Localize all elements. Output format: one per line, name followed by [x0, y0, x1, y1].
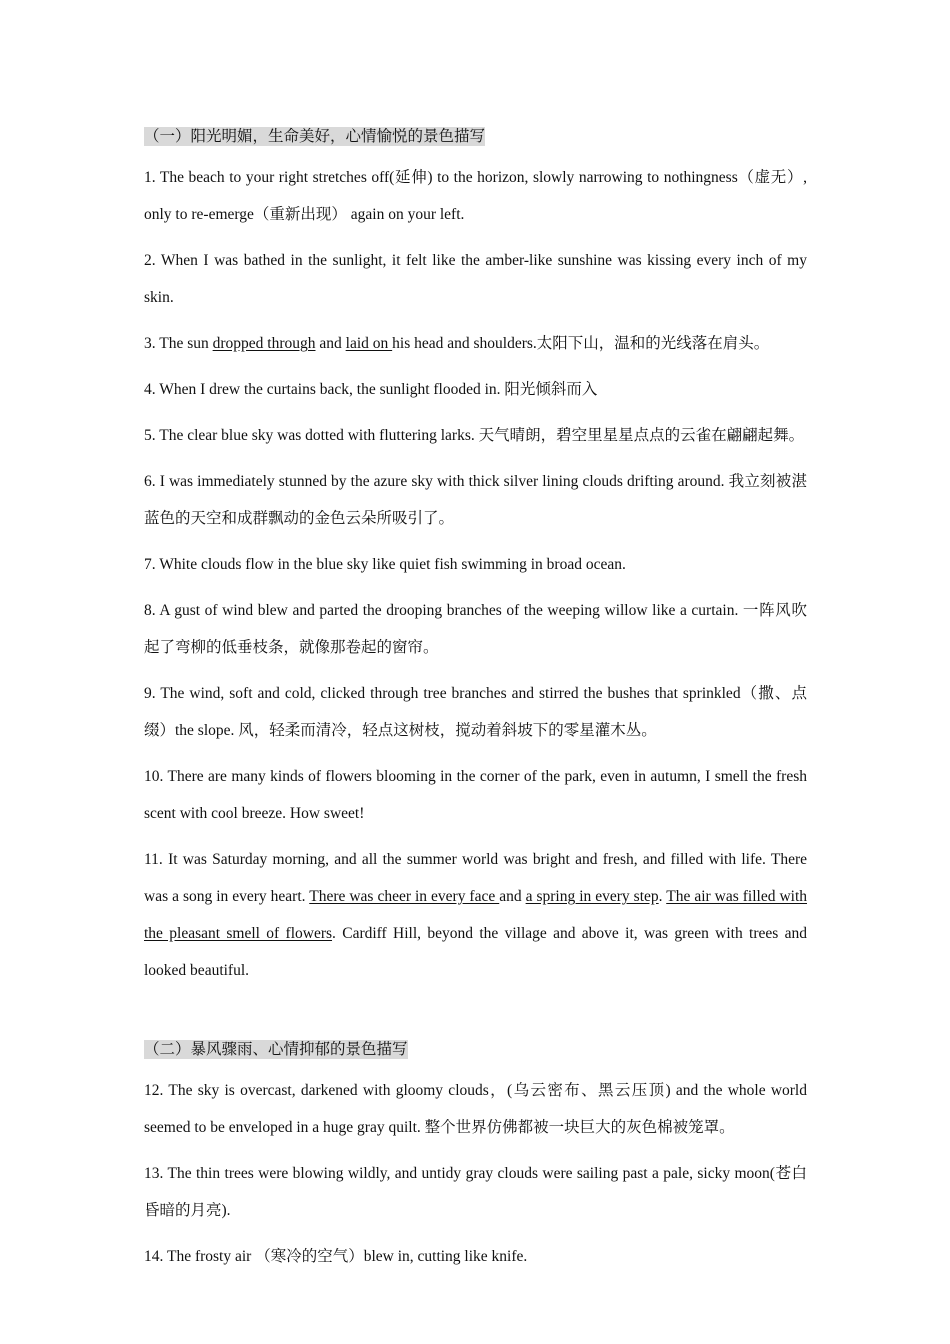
- paragraph-6: 6. I was immediately stunned by the azure sky with thick silver lining clouds drifting around. 我立刻被湛蓝色的天空和成群飘动的金色云朵所吸引了。: [144, 473, 807, 527]
- paragraph-10: 10. There are many kinds of flowers blooming in the corner of the park, even in autumn, I smell the fresh scent with cool breeze. How sweet!: [144, 768, 807, 822]
- paragraph-13: 13. The thin trees were blowing wildly, and untidy gray clouds were sailing past a pale, sicky moon(苍白昏暗的月亮).: [144, 1165, 807, 1219]
- underlined-phrase: laid on: [345, 335, 393, 352]
- section-heading-storm: （二）暴风骤雨、心情抑郁的景色描写: [144, 1041, 408, 1058]
- underlined-phrase: The air was filled with the pleasant smell of flowers: [144, 888, 807, 942]
- section-spacer: [144, 989, 807, 1015]
- document-body: [144, 124, 807, 1275]
- underlined-phrase: dropped through: [212, 335, 316, 352]
- paragraph-9: 9. The wind, soft and cold, clicked through tree branches and stirred the bushes that sprinkled（撒、点缀）the slope. 风，轻柔而清冷，轻点这树枝，搅动着斜坡下的零星灌木丛。: [144, 685, 807, 739]
- paragraph-4: 4. When I drew the curtains back, the sunlight flooded in. 阳光倾斜而入: [144, 381, 598, 398]
- paragraph-2: 2. When I was bathed in the sunlight, it felt like the amber-like sunshine was kissing every inch of my skin.: [144, 252, 807, 306]
- underlined-phrase: a spring in every step: [525, 888, 659, 905]
- paragraph-7: 7. White clouds flow in the blue sky like quiet fish swimming in broad ocean.: [144, 556, 626, 573]
- paragraph-12: 12. The sky is overcast, darkened with gloomy clouds，(乌云密布、黑云压顶) and the whole world seemed to be enveloped in a huge gray quilt. 整个世界仿佛都被一块巨大的灰色棉被笼罩。: [144, 1082, 807, 1136]
- paragraph-8: 8. A gust of wind blew and parted the drooping branches of the weeping willow like a curtain. 一阵风吹起了弯柳的低垂枝条，就像那卷起的窗帘。: [144, 602, 807, 656]
- underlined-phrase: There was cheer in every face: [309, 888, 500, 905]
- paragraph-11: 11. It was Saturday morning, and all the summer world was bright and fresh, and filled with life. There was a song in every heart. There was cheer in every face and a spring in every step. The air was filled with the pleasant smell of flowers. Cardiff Hill, beyond the village and above it, was green with trees and looked beautiful.: [144, 851, 808, 979]
- paragraph-5: 5. The clear blue sky was dotted with fluttering larks. 天气晴朗，碧空里星星点点的云雀在翩翩起舞。: [144, 427, 805, 444]
- paragraph-3: 3. The sun dropped through and laid on his head and shoulders.太阳下山，温和的光线落在肩头。: [144, 335, 770, 352]
- paragraph-14: 14. The frosty air （寒冷的空气）blew in, cutting like knife.: [144, 1248, 528, 1265]
- paragraph-1: 1. The beach to your right stretches off(延伸) to the horizon, slowly narrowing to nothingness（虚无）, only to re-emerge（重新出现） again on your left.: [144, 169, 807, 223]
- section-heading-sunny: （一）阳光明媚，生命美好，心情愉悦的景色描写: [144, 128, 486, 145]
